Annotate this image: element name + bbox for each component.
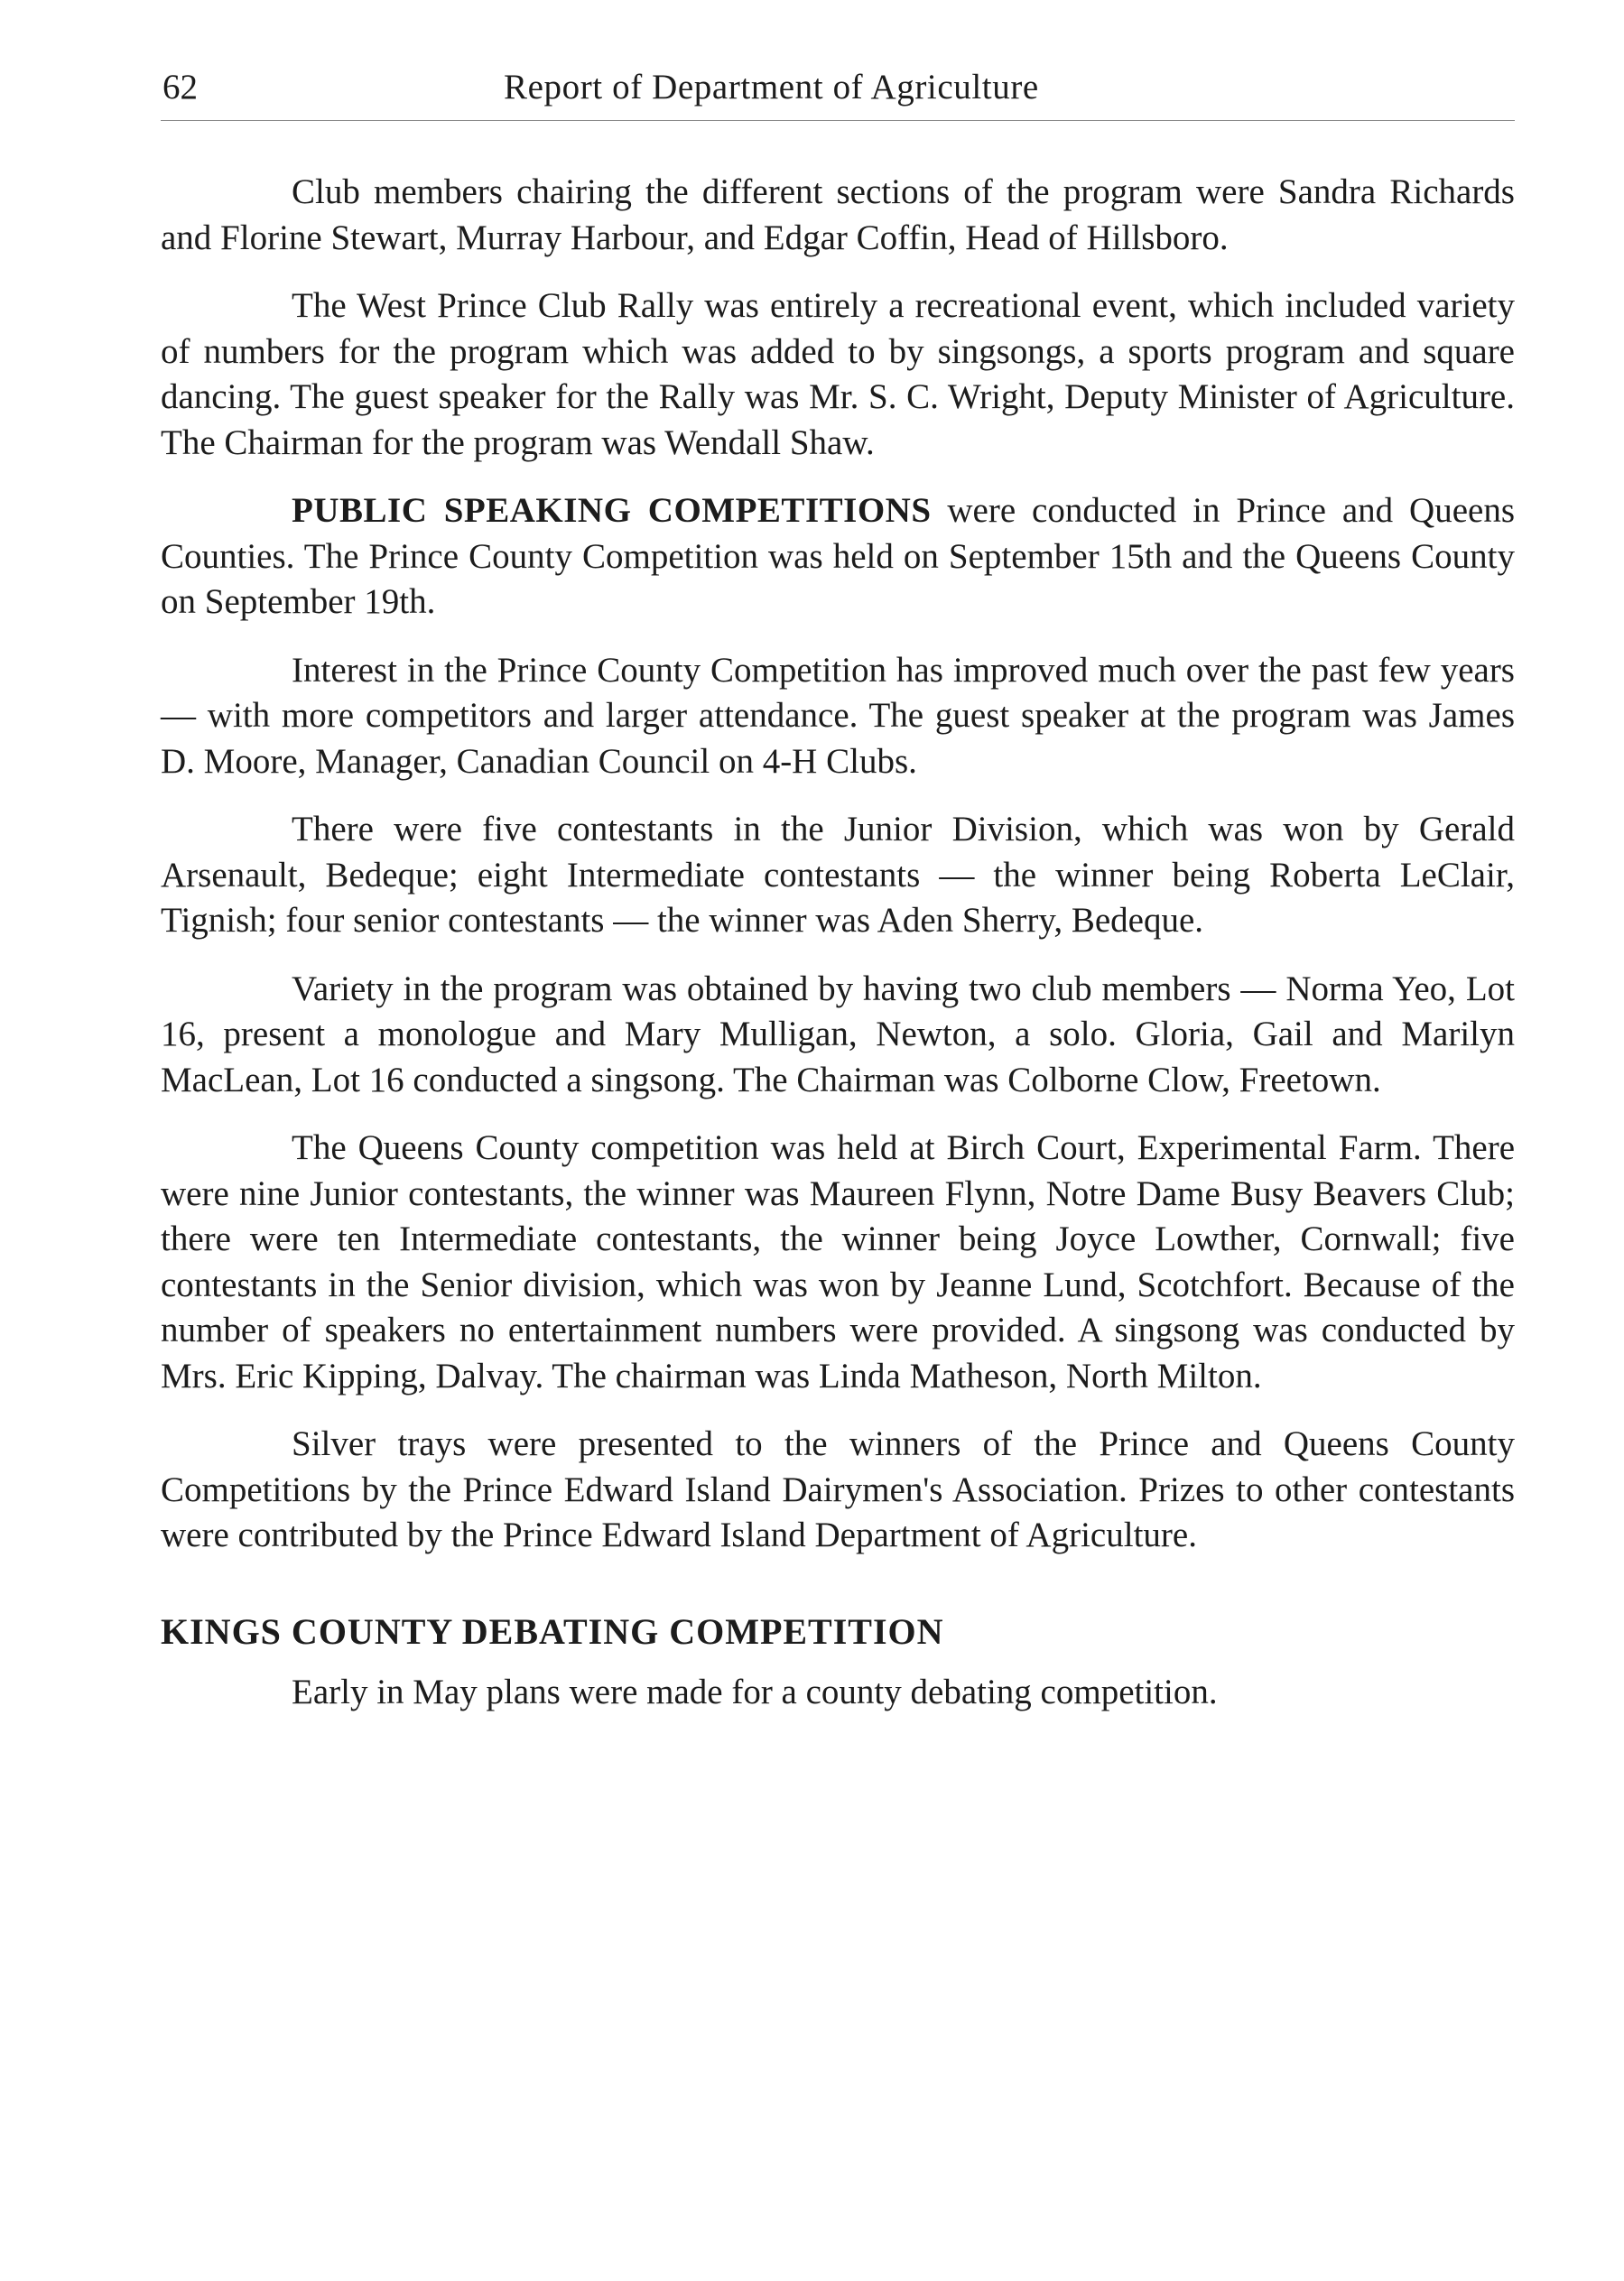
page-number: 62: [162, 68, 198, 107]
public-speaking-text: were conducted in Prince and Queens Counties. The Prince County Competition was held on September 15th and the Queens County on September 19th.: [161, 491, 1515, 621]
section-heading: KINGS COUNTY DEBATING COMPETITION: [161, 1610, 944, 1652]
paragraph-west-prince-rally: The West Prince Club Rally was entirely a recreational event, which included variety of numbers for the program which was added to by singsongs, a sports program and square dancing. The guest speaker for the Rally was Mr. S. C. Wright, Deputy Minister of Agriculture. The Chairman for the program was Wendall Shaw.: [161, 286, 1515, 462]
paragraph-queens-county: The Queens County competition was held at Birch Court, Experimental Farm. There were nine Junior contestants, the winner was Maureen Flynn, Notre Dame Busy Beavers Club; there were ten Intermediate contestants, the winner being Joyce Lowther, Cornwall; five contestants in the Senior division, which was won by Jeanne Lund, Scotchfort. Because of the number of speakers no entertainment numbers were provided. A singsong was conducted by Mrs. Eric Kipping, Dalvay. The chairman was Linda Matheson, North Milton.: [161, 1128, 1515, 1395]
public-speaking-lead: PUBLIC SPEAKING COMPETITIONS: [292, 491, 932, 530]
paragraph-debating-competition: Early in May plans were made for a county debating competition.: [292, 1672, 1218, 1711]
paragraph-prince-county-interest: Interest in the Prince County Competition has improved much over the past few years — with more competitors and larger attendance. The guest speaker at the program was James D. Moore, Manager, Canadian Council on 4-H Clubs.: [161, 650, 1515, 781]
running-head: [161, 56, 1515, 119]
paragraph-club-members: Club members chairing the different sections of the program were Sandra Richards and Florine Stewart, Murray Harbour, and Edgar Coffin, Head of Hillsboro.: [161, 172, 1515, 257]
body-text: [161, 170, 1515, 1715]
paragraph-public-speaking: [161, 488, 1515, 626]
paragraph-silver-trays: Silver trays were presented to the winners of the Prince and Queens County Competitions by the Prince Edward Island Dairymen's Association. Prizes to other contestants were contributed by the Prince Edward Island Department of Agriculture.: [161, 1424, 1515, 1554]
paragraph-program-variety: Variety in the program was obtained by having two club members — Norma Yeo, Lot 16, present a monologue and Mary Mulligan, Newton, a solo. Gloria, Gail and Marilyn MacLean, Lot 16 conducted a singsong. The Chairman was Colborne Clow, Freetown.: [161, 969, 1515, 1099]
paragraph-junior-division: There were five contestants in the Junior Division, which was won by Gerald Arsenault, Bedeque; eight Intermediate contestants — the winner being Roberta LeClair, Tignish; four senior contestants — the winner was Aden Sherry, Bedeque.: [161, 810, 1515, 940]
running-title: Report of Department of Agriculture: [504, 68, 1039, 107]
header-rule: [161, 120, 1515, 121]
